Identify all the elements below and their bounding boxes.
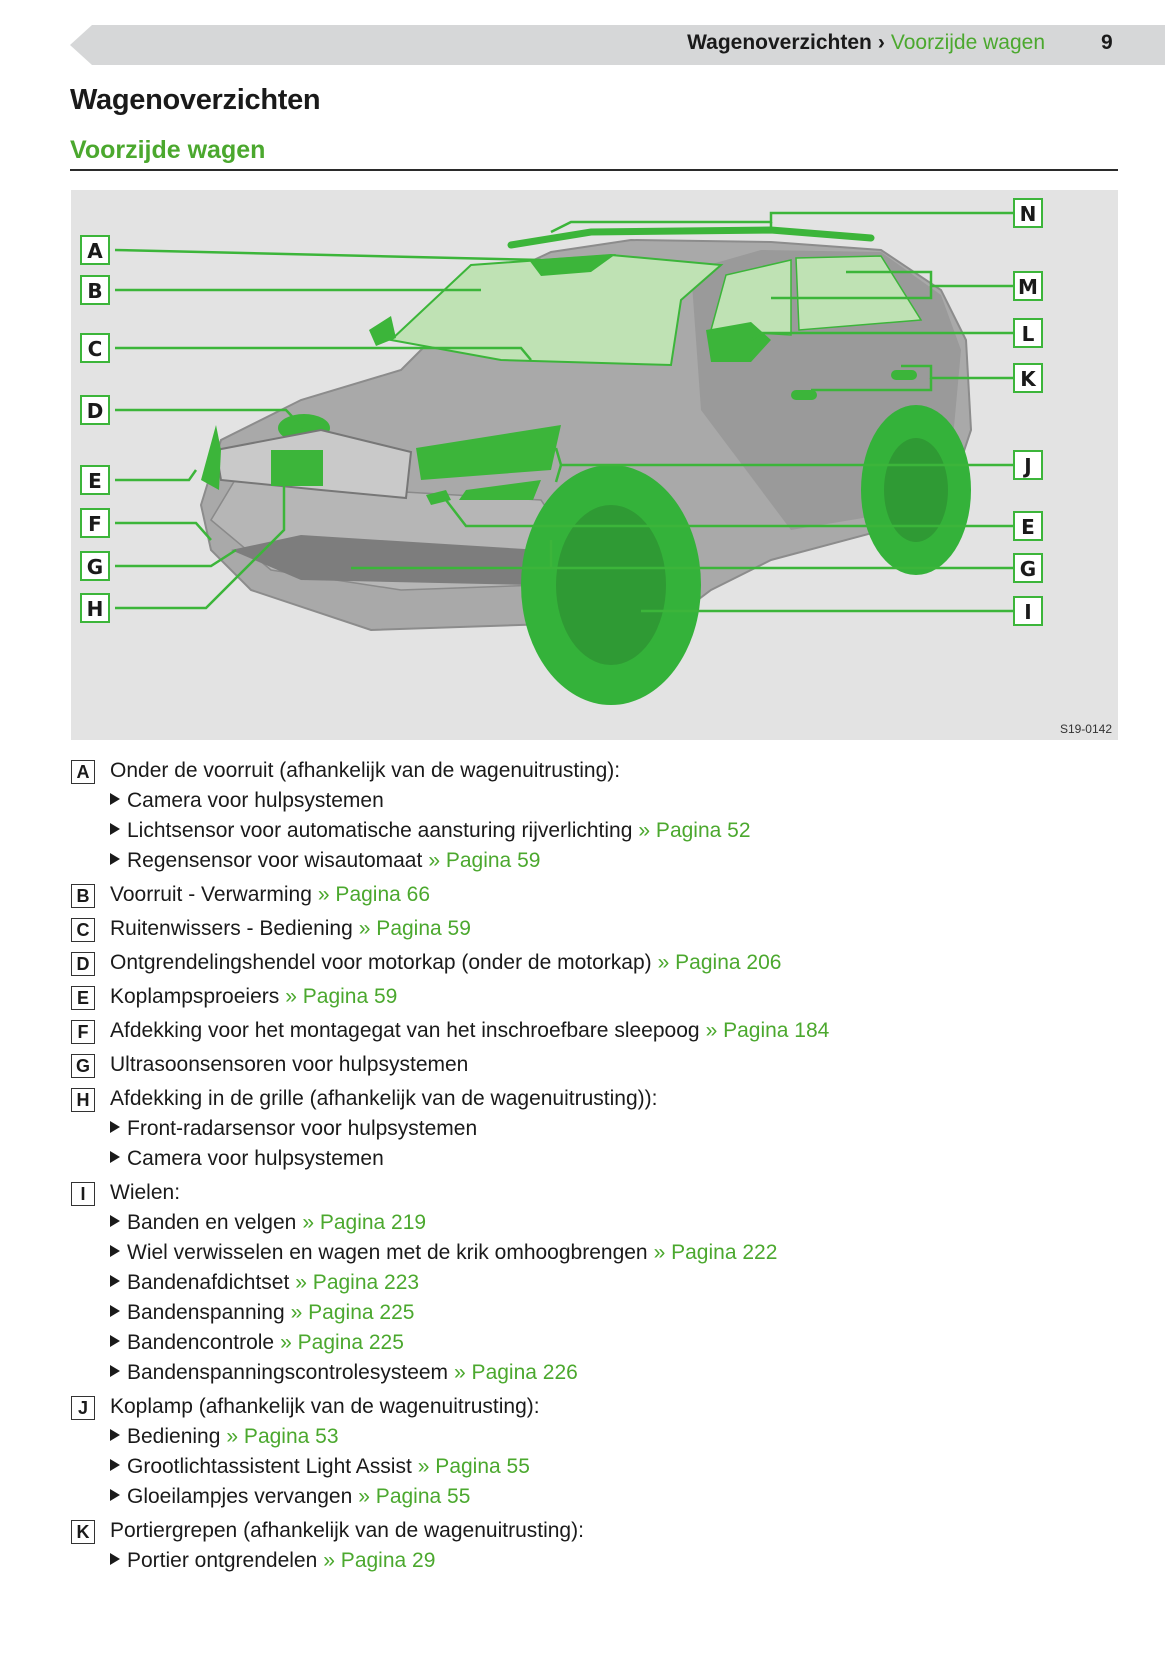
legend-subitem [70, 846, 1130, 876]
page-reference-link[interactable]: » Pagina 53 [226, 1425, 339, 1448]
page-reference-link[interactable]: » Pagina 184 [705, 1019, 830, 1042]
legend-item-text [110, 982, 397, 1012]
legend-letter-badge: D [71, 952, 95, 976]
callout-line-e-left [115, 470, 196, 480]
legend-subitem [70, 1298, 1130, 1328]
front-wheel-rim [556, 505, 666, 665]
bullet-triangle-icon [110, 1215, 120, 1227]
legend-subitem [70, 1114, 1130, 1144]
legend-subitem-label: Bandenspanning [127, 1301, 285, 1324]
legend-item-label: Voorruit - Verwarming [110, 883, 312, 906]
legend-item-label: Ontgrendelingshendel voor motorkap (onder de motorkap) [110, 951, 652, 974]
callout-label: G [86, 555, 104, 579]
callout-k [1014, 364, 1042, 392]
legend-subitem-text [110, 1268, 419, 1298]
legend-item [70, 982, 1130, 1012]
callout-label: L [1021, 322, 1035, 346]
legend-subitem [70, 1208, 1130, 1238]
header-section: Wagenoverzichten [687, 31, 872, 54]
mirror-left [369, 316, 396, 346]
bullet-triangle-icon [110, 1151, 120, 1163]
callout-e [81, 466, 109, 494]
bullet-triangle-icon [110, 793, 120, 805]
legend-item [70, 948, 1130, 978]
callout-label: C [87, 337, 103, 361]
callout-line-a [115, 250, 541, 260]
legend-subitem-text [110, 1144, 384, 1174]
page-reference-link[interactable]: » Pagina 52 [638, 819, 751, 842]
page-reference-link[interactable]: » Pagina 206 [657, 951, 782, 974]
legend-subitem-label: Front-radarsensor voor hulpsystemen [127, 1117, 478, 1140]
bullet-triangle-icon [110, 823, 120, 835]
legend-subitem-label: Portier ontgrendelen [127, 1549, 318, 1572]
callout-g-right [1014, 554, 1042, 582]
legend-subitem-text [110, 1208, 426, 1238]
legend-item-text [110, 1392, 540, 1422]
legend-subitem-text [110, 816, 751, 846]
header-separator: › [877, 31, 885, 54]
page-reference-link[interactable]: » Pagina 55 [417, 1455, 530, 1478]
legend-subitem-text [110, 1328, 404, 1358]
header-subsection: Voorzijde wagen [890, 31, 1045, 54]
legend-letter-badge: F [71, 1020, 95, 1044]
legend-subitem-label: Camera voor hulpsystemen [127, 1147, 384, 1170]
page-reference-link[interactable]: » Pagina 59 [428, 849, 541, 872]
legend-subitem-text [110, 1482, 470, 1512]
callout-e-right [1014, 512, 1042, 540]
legend-item-text [110, 1516, 584, 1546]
legend-subitem [70, 1238, 1130, 1268]
legend-subitem-label: Bandencontrole [127, 1331, 275, 1354]
legend-subitem [70, 1268, 1130, 1298]
legend-subitem-label: Gloeilampjes vervangen [127, 1485, 353, 1508]
legend-letter-badge: G [71, 1054, 95, 1078]
legend-letter-badge: H [71, 1088, 95, 1112]
legend-subitem [70, 1482, 1130, 1512]
legend-item-text [110, 1050, 468, 1080]
page-reference-link[interactable]: » Pagina 55 [358, 1485, 471, 1508]
bullet-triangle-icon [110, 1429, 120, 1441]
legend-subitem-label: Wiel verwisselen en wagen met de krik omhoogbrengen [127, 1241, 648, 1264]
callout-label: E [88, 469, 102, 493]
legend-item [70, 1016, 1130, 1046]
legend-subitem-label: Regensensor voor wisautomaat [127, 849, 423, 872]
legend-item-text [110, 880, 430, 910]
page-reference-link[interactable]: » Pagina 59 [285, 985, 398, 1008]
legend-letter-badge: K [71, 1520, 95, 1544]
callout-label: I [1024, 600, 1032, 624]
page-reference-link[interactable]: » Pagina 226 [454, 1361, 578, 1384]
callout-f [81, 509, 109, 537]
callout-c [81, 334, 109, 362]
callout-n [1014, 199, 1042, 227]
legend-item-text [110, 1016, 829, 1046]
callout-label: J [1024, 454, 1032, 478]
legend-item [70, 1178, 1130, 1208]
bullet-triangle-icon [110, 1305, 120, 1317]
car-illustration [71, 190, 1118, 740]
legend-subitem [70, 1144, 1130, 1174]
callout-h [81, 594, 109, 622]
legend-subitem-text [110, 1422, 339, 1452]
legend-subitem-label: Camera voor hulpsystemen [127, 789, 384, 812]
legend-item [70, 914, 1130, 944]
legend-subitem-label: Banden en velgen [127, 1211, 297, 1234]
bullet-triangle-icon [110, 1335, 120, 1347]
legend-item [70, 1050, 1130, 1080]
legend-letter-badge: I [71, 1182, 95, 1206]
page-title: Wagenoverzichten [70, 84, 321, 116]
legend-item-label: Onder de voorruit (afhankelijk van de wagenuitrusting): [110, 759, 621, 782]
page-number: 9 [1101, 31, 1113, 54]
legend-subitem-text [110, 1546, 435, 1576]
grille-cover-highlight [271, 450, 323, 486]
bullet-triangle-icon [110, 853, 120, 865]
legend-letter-badge: C [71, 918, 95, 942]
legend-subitem-text [110, 1452, 530, 1482]
page-reference-link[interactable]: » Pagina 219 [302, 1211, 427, 1234]
page-reference-link[interactable]: » Pagina 222 [653, 1241, 778, 1264]
callout-label: M [1018, 275, 1038, 299]
callout-label: E [1021, 515, 1035, 539]
legend-subitem-label: Bediening [127, 1425, 221, 1448]
legend-letter-badge: B [71, 884, 95, 908]
door-handle-front [791, 390, 817, 400]
bullet-triangle-icon [110, 1459, 120, 1471]
legend-subitem-text [110, 1238, 777, 1268]
page-reference-link[interactable]: » Pagina 223 [295, 1271, 420, 1294]
bullet-triangle-icon [110, 1275, 120, 1287]
callout-label: D [86, 399, 104, 423]
section-title: Voorzijde wagen [70, 136, 266, 164]
legend-item-label: Ruitenwissers - Bediening [110, 917, 353, 940]
page-reference-link[interactable]: » Pagina 66 [317, 883, 431, 906]
callout-b [81, 276, 109, 304]
legend-item-label: Ultrasoonsensoren voor hulpsystemen [110, 1053, 469, 1076]
callouts-right [1014, 199, 1042, 625]
callout-d [81, 396, 109, 424]
legend-item-label: Afdekking in de grille (afhankelijk van de wagenuitrusting)): [110, 1087, 658, 1110]
callout-m [1014, 272, 1042, 300]
callout-i [1014, 597, 1042, 625]
legend-subitem [70, 816, 1130, 846]
callout-a [81, 236, 109, 264]
legend-item-label: Koplampsproeiers [110, 985, 280, 1008]
legend-item-label: Koplamp (afhankelijk van de wagenuitrusting): [110, 1395, 540, 1418]
legend-item-text [110, 1178, 180, 1208]
legend-item-label: Portiergrepen (afhankelijk van de wagenuitrusting): [110, 1519, 584, 1542]
callout-l [1014, 319, 1042, 347]
figure-code: S19-0142 [1059, 722, 1112, 736]
legend-item-text [110, 914, 471, 944]
legend-list [70, 756, 1130, 1576]
legend-subitem-label: Bandenspanningscontrolesysteem [127, 1361, 449, 1384]
legend-subitem-label: Bandenafdichtset [127, 1271, 290, 1294]
bullet-triangle-icon [110, 1245, 120, 1257]
legend-subitem [70, 1358, 1130, 1388]
title-rule [70, 169, 1118, 171]
bullet-triangle-icon [110, 1489, 120, 1501]
page-reference-link[interactable]: » Pagina 225 [290, 1301, 415, 1324]
callout-line-f [115, 523, 211, 540]
legend-subitem-text [110, 1298, 414, 1328]
bullet-triangle-icon [110, 1553, 120, 1565]
legend-subitem-label: Lichtsensor voor automatische aansturing rijverlichting [127, 819, 633, 842]
legend-subitem-text [110, 846, 540, 876]
callout-label: K [1020, 367, 1036, 391]
callouts-left [81, 236, 109, 622]
callout-g [81, 552, 109, 580]
callout-j [1014, 451, 1042, 479]
headlight-left [201, 425, 221, 490]
legend-subitem [70, 1546, 1130, 1576]
legend-item [70, 756, 1130, 786]
legend-letter-badge: J [71, 1396, 95, 1420]
bullet-triangle-icon [110, 1121, 120, 1133]
bullet-triangle-icon [110, 1365, 120, 1377]
legend-item-label: Afdekking voor het montagegat van het inschroefbare sleepoog [110, 1019, 700, 1042]
legend-item-label: Wielen: [110, 1181, 181, 1204]
legend-item-text [110, 756, 620, 786]
legend-item-text [110, 948, 781, 978]
legend-letter-badge: E [71, 986, 95, 1010]
legend-item [70, 1084, 1130, 1114]
callout-label: A [87, 239, 103, 263]
legend-subitem [70, 1422, 1130, 1452]
page-reference-link[interactable]: » Pagina 225 [280, 1331, 404, 1354]
page-reference-link[interactable]: » Pagina 59 [358, 917, 471, 940]
legend-subitem-text [110, 1358, 578, 1388]
header-breadcrumb [687, 31, 1045, 55]
legend-subitem-label: Grootlichtassistent Light Assist [127, 1455, 412, 1478]
legend-subitem-text [110, 1114, 477, 1144]
callout-label: H [86, 597, 104, 621]
legend-item [70, 880, 1130, 910]
car-front-figure [71, 190, 1118, 740]
callout-label: F [88, 512, 102, 536]
page-reference-link[interactable]: » Pagina 29 [323, 1549, 436, 1572]
legend-item-text [110, 1084, 657, 1114]
legend-subitem [70, 786, 1130, 816]
legend-subitem [70, 1452, 1130, 1482]
callout-label: B [87, 279, 103, 303]
callout-label: G [1019, 557, 1037, 581]
legend-letter-badge: A [71, 760, 95, 784]
legend-item [70, 1392, 1130, 1422]
legend-subitem [70, 1328, 1130, 1358]
door-handle-rear [891, 370, 917, 380]
legend-item [70, 1516, 1130, 1546]
callout-label: N [1019, 202, 1037, 226]
legend-subitem-text [110, 786, 384, 816]
